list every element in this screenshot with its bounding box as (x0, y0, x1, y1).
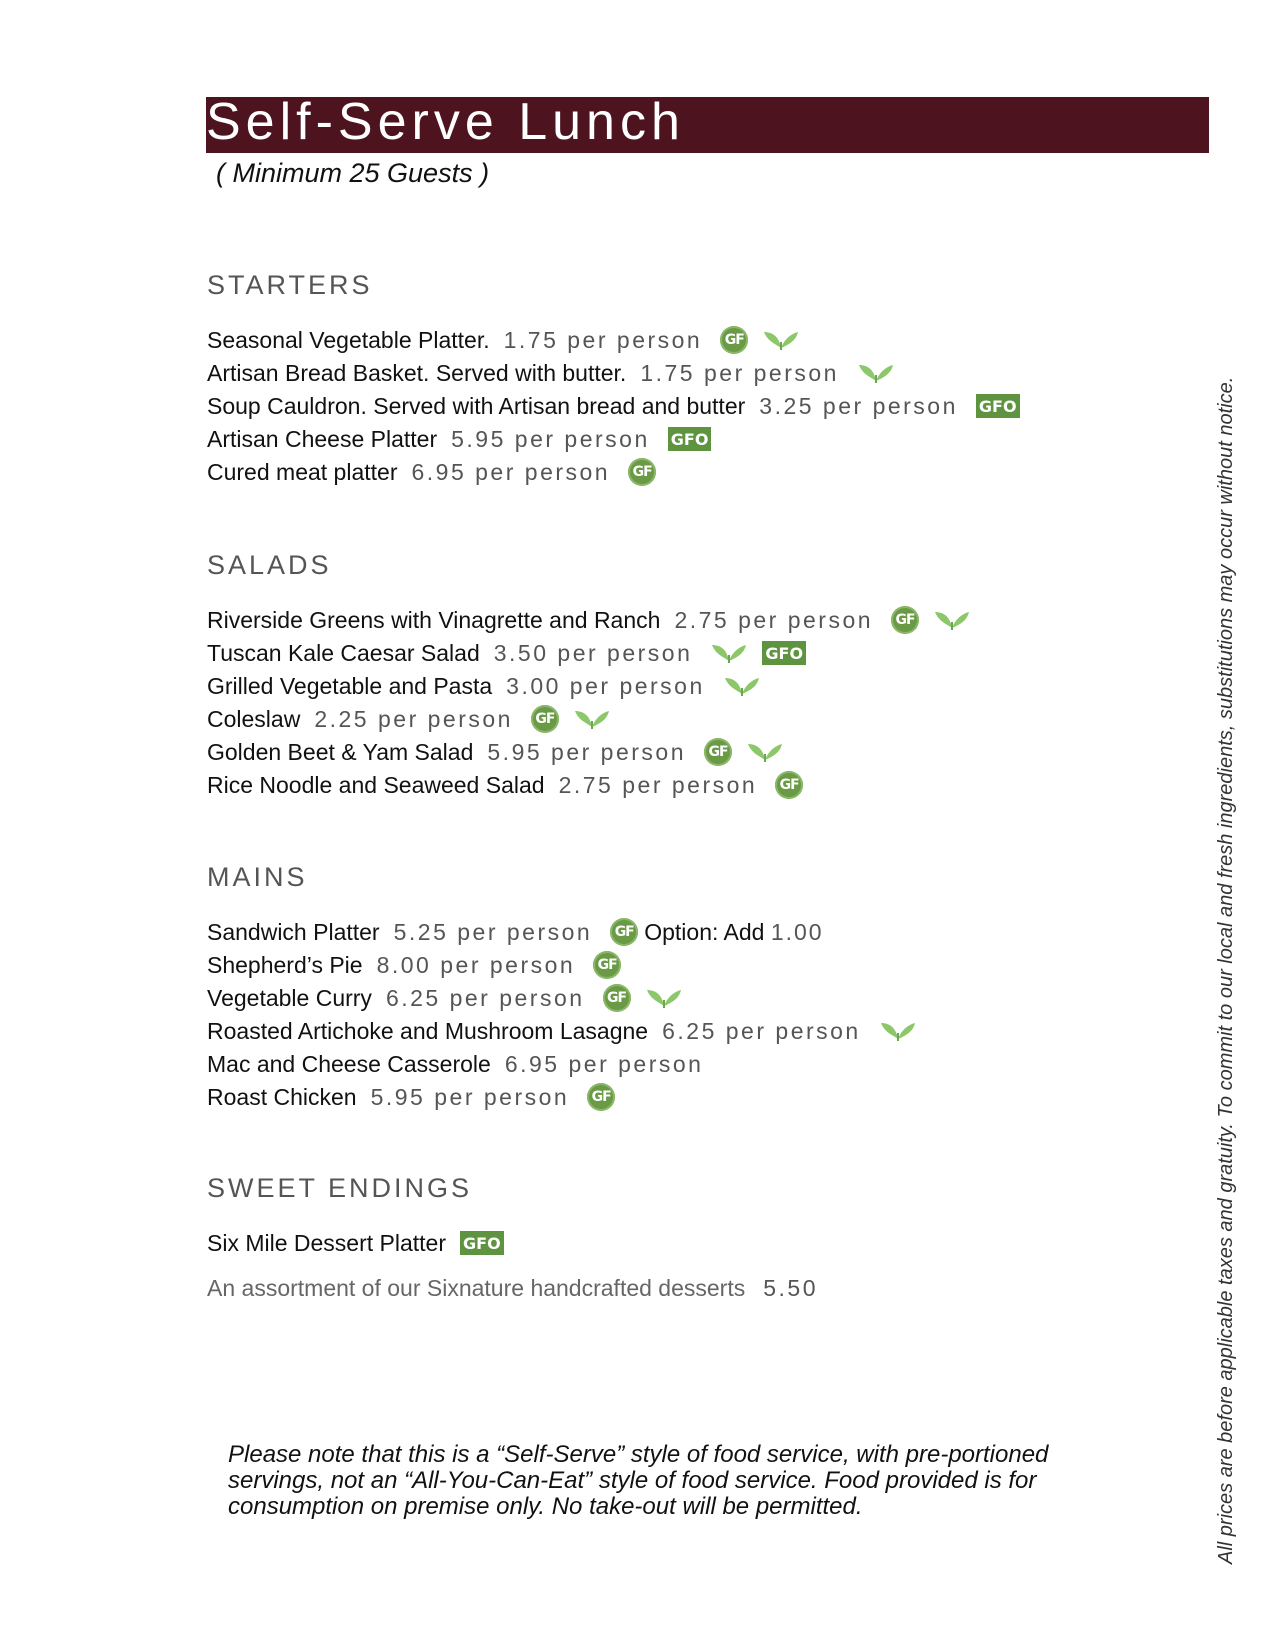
option-price: 1.00 (770, 918, 824, 945)
menu-item-price: 6.95 per person (411, 458, 611, 485)
menu-item-name: Mac and Cheese Casserole (207, 1050, 491, 1077)
dietary-icons (775, 771, 803, 799)
menu-item (207, 1082, 615, 1112)
gluten-free-icon: GF (610, 918, 638, 946)
section-heading-sweet-endings: SWEET ENDINGS (207, 1173, 473, 1203)
menu-item (207, 424, 711, 454)
menu-item-name: Soup Cauldron. Served with Artisan bread and butter (207, 392, 746, 419)
dietary-icons (603, 984, 683, 1012)
gluten-free-option-icon: GFO (976, 394, 1020, 418)
menu-item (207, 917, 824, 947)
menu-item-price: 6.95 per person (504, 1050, 704, 1077)
menu-item-price: 3.25 per person (759, 392, 958, 419)
menu-item (207, 737, 784, 767)
dietary-icons (857, 361, 895, 385)
menu-item (207, 950, 621, 980)
menu-item-price: 1.75 per person (640, 359, 839, 386)
menu-item-price: 3.00 per person (506, 672, 705, 699)
vegetarian-leaf-icon (762, 328, 800, 352)
gluten-free-icon: GF (603, 984, 631, 1012)
menu-item-option (644, 919, 823, 946)
menu-item-price: 6.25 per person (662, 1017, 861, 1044)
vegetarian-leaf-icon (573, 707, 611, 731)
gluten-free-icon: GF (628, 458, 656, 486)
dietary-icons (720, 326, 800, 354)
gluten-free-icon: GF (531, 705, 559, 733)
gluten-free-icon: GF (775, 771, 803, 799)
menu-item-name: Tuscan Kale Caesar Salad (207, 639, 480, 666)
menu-item-price: 2.75 per person (558, 771, 758, 798)
dietary-icons (976, 394, 1020, 418)
menu-item (207, 770, 803, 800)
menu-item (207, 391, 1020, 421)
page-title: Self-Serve Lunch (206, 93, 685, 151)
dietary-icons (723, 674, 761, 698)
menu-item (207, 1228, 504, 1258)
menu-item-price: 2.25 per person (314, 705, 513, 732)
dietary-icons (628, 458, 656, 486)
gluten-free-icon: GF (704, 738, 732, 766)
dessert-description-text: An assortment of our Sixnature handcrafted desserts (207, 1275, 746, 1301)
menu-item-name: Rice Noodle and Seaweed Salad (207, 771, 545, 798)
gluten-free-icon: GF (593, 951, 621, 979)
menu-item-name: Vegetable Curry (207, 984, 372, 1011)
menu-item-price: 8.00 per person (376, 951, 576, 978)
gluten-free-option-icon: GFO (668, 427, 712, 451)
menu-item (207, 983, 683, 1013)
menu-item-price: 1.75 per person (503, 326, 703, 353)
menu-item-name: Roast Chicken (207, 1083, 357, 1110)
menu-item (207, 1016, 917, 1046)
menu-item (207, 358, 895, 388)
dietary-icons (704, 738, 784, 766)
gluten-free-option-icon: GFO (762, 641, 806, 665)
pricing-side-note: All prices are before applicable taxes and gratuity. To commit to our local and fresh ingredients, substitutions may occur without notice. (1215, 376, 1237, 1564)
menu-item-name: Coleslaw (207, 705, 301, 732)
menu-item (207, 325, 800, 355)
menu-item-name: Riverside Greens with Vinagrette and Ranch (207, 606, 661, 633)
menu-item (207, 671, 761, 701)
menu-item (207, 1049, 703, 1079)
dessert-description-price: 5.50 (763, 1275, 818, 1301)
menu-item (207, 704, 611, 734)
menu-item-name: Roasted Artichoke and Mushroom Lasagne (207, 1017, 649, 1044)
menu-item-name: Sandwich Platter (207, 918, 380, 945)
dietary-icons (531, 705, 611, 733)
dietary-icons (891, 606, 971, 634)
dietary-icons (460, 1231, 504, 1255)
service-note: Please note that this is a “Self-Serve” style of food service, with pre-portioned servings, not an “All-You-Can-Eat” style of food service. Food provided is for consumption on premise only. No take-out will be permitted. (228, 1441, 1049, 1520)
menu-item (207, 605, 971, 635)
dietary-icons (668, 427, 712, 451)
dietary-icons (879, 1019, 917, 1043)
menu-item-name: Seasonal Vegetable Platter. (207, 326, 490, 353)
vegetarian-leaf-icon (723, 674, 761, 698)
dietary-icons (610, 918, 638, 946)
menu-item-price: 2.75 per person (674, 606, 874, 633)
gluten-free-icon: GF (891, 606, 919, 634)
menu-item-price: 6.25 per person (385, 984, 585, 1011)
menu-item-name: Six Mile Dessert Platter (207, 1229, 447, 1256)
menu-item (207, 638, 806, 668)
vegetarian-leaf-icon (933, 608, 971, 632)
vegetarian-leaf-icon (879, 1019, 917, 1043)
menu-item-price: 5.95 per person (487, 738, 687, 765)
vegetarian-leaf-icon (857, 361, 895, 385)
vegetarian-leaf-icon (746, 740, 784, 764)
vegetarian-leaf-icon (710, 641, 748, 665)
menu-item-price: 5.95 per person (451, 425, 650, 452)
menu-item-name: Shepherd’s Pie (207, 951, 363, 978)
vegetarian-leaf-icon (645, 986, 683, 1010)
dietary-icons (587, 1083, 615, 1111)
menu-item-name: Artisan Bread Basket. Served with butter. (207, 359, 627, 386)
menu-item-price: 5.95 per person (370, 1083, 570, 1110)
menu-item-name: Golden Beet & Yam Salad (207, 738, 474, 765)
menu-item (207, 457, 656, 487)
gluten-free-icon: GF (587, 1083, 615, 1111)
menu-item-name: Cured meat platter (207, 458, 398, 485)
menu-item-name: Grilled Vegetable and Pasta (207, 672, 493, 699)
dessert-description (207, 1275, 818, 1302)
menu-item-price: 5.25 per person (393, 918, 593, 945)
gluten-free-icon: GF (720, 326, 748, 354)
menu-item-price: 3.50 per person (493, 639, 693, 666)
option-label: Option: Add (644, 918, 765, 945)
page-subtitle: ( Minimum 25 Guests ) (216, 158, 490, 188)
section-heading-starters: STARTERS (207, 270, 373, 300)
section-heading-mains: MAINS (207, 862, 308, 892)
menu-item-name: Artisan Cheese Platter (207, 425, 438, 452)
dietary-icons (593, 951, 621, 979)
dietary-icons (710, 641, 806, 665)
gluten-free-option-icon: GFO (460, 1231, 504, 1255)
section-heading-salads: SALADS (207, 550, 332, 580)
